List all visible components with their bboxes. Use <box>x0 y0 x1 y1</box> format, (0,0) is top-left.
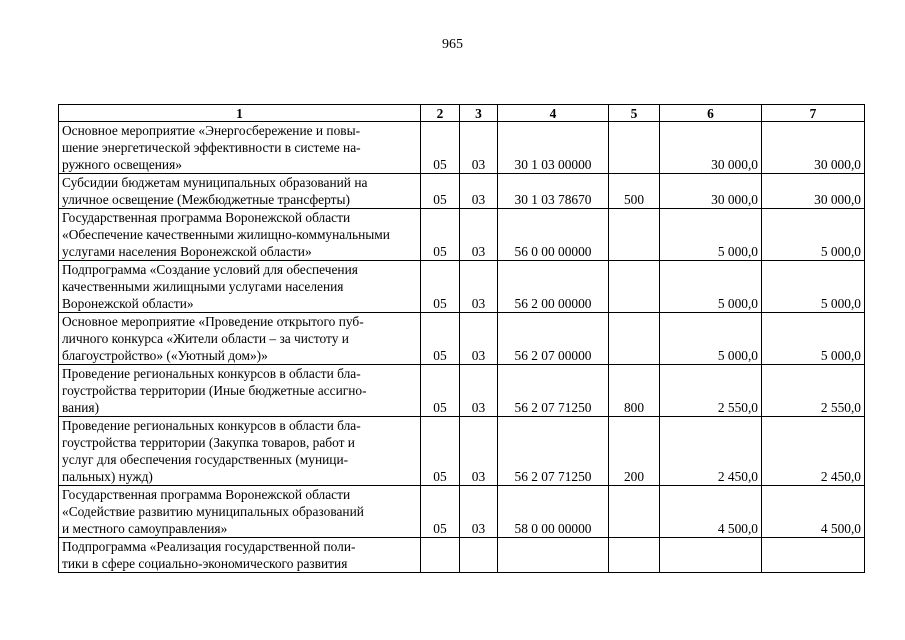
expense-type-cell <box>609 209 660 261</box>
expense-type-cell: 200 <box>609 417 660 486</box>
expense-type-cell <box>609 538 660 573</box>
expense-type-cell <box>609 122 660 174</box>
target-article-cell <box>498 538 609 573</box>
row-description <box>59 174 421 209</box>
amount-cell: 5 000,0 <box>762 261 865 313</box>
amount-cell: 30 000,0 <box>762 174 865 209</box>
page-number: 965 <box>442 37 463 52</box>
table-row <box>59 261 865 313</box>
description-line: тики в сфере социально-экономического развития <box>62 556 348 571</box>
table-row <box>59 365 865 417</box>
table-header-row <box>59 105 865 122</box>
column-header: 6 <box>660 105 762 122</box>
amount-cell: 5 000,0 <box>660 261 762 313</box>
target-article-cell: 56 2 00 00000 <box>498 261 609 313</box>
table-row <box>59 486 865 538</box>
amount-cell: 5 000,0 <box>762 313 865 365</box>
description-line: услуг для обеспечения государственных (муници- <box>62 452 349 467</box>
section-code-cell <box>421 538 460 573</box>
table-row <box>59 313 865 365</box>
amount-cell: 2 450,0 <box>762 417 865 486</box>
target-article-cell: 58 0 00 00000 <box>498 486 609 538</box>
target-article-cell: 30 1 03 78670 <box>498 174 609 209</box>
description-line: Воронежской области» <box>62 296 194 311</box>
row-description <box>59 365 421 417</box>
description-line: благоустройство» («Уютный дом»)» <box>62 348 268 363</box>
description-line: Основное мероприятие «Проведение открытого пуб- <box>62 314 364 329</box>
description-line: шение энергетической эффективности в системе на- <box>62 140 361 155</box>
table-row <box>59 209 865 261</box>
section-code-cell: 05 <box>421 417 460 486</box>
section-code-cell: 05 <box>421 122 460 174</box>
expense-type-cell: 800 <box>609 365 660 417</box>
subsection-code-cell: 03 <box>460 365 498 417</box>
amount-cell: 2 550,0 <box>660 365 762 417</box>
subsection-code-cell: 03 <box>460 486 498 538</box>
description-line: Субсидии бюджетам муниципальных образований на <box>62 175 368 190</box>
section-code-cell: 05 <box>421 313 460 365</box>
amount-cell: 4 500,0 <box>762 486 865 538</box>
description-line: Основное мероприятие «Энергосбережение и повы- <box>62 123 361 138</box>
row-description <box>59 486 421 538</box>
row-description <box>59 417 421 486</box>
expense-type-cell: 500 <box>609 174 660 209</box>
description-line: услугами населения Воронежской области» <box>62 244 312 259</box>
description-line: и местного самоуправления» <box>62 521 228 536</box>
expense-type-cell <box>609 261 660 313</box>
description-line: гоустройства территории (Закупка товаров, работ и <box>62 435 355 450</box>
column-header: 1 <box>59 105 421 122</box>
amount-cell: 30 000,0 <box>762 122 865 174</box>
section-code-cell: 05 <box>421 261 460 313</box>
expense-type-cell <box>609 313 660 365</box>
amount-cell <box>660 538 762 573</box>
row-description <box>59 538 421 573</box>
section-code-cell: 05 <box>421 174 460 209</box>
column-header: 7 <box>762 105 865 122</box>
column-header: 4 <box>498 105 609 122</box>
amount-cell: 2 450,0 <box>660 417 762 486</box>
target-article-cell: 30 1 03 00000 <box>498 122 609 174</box>
subsection-code-cell: 03 <box>460 174 498 209</box>
subsection-code-cell: 03 <box>460 122 498 174</box>
description-line: Подпрограмма «Реализация государственной поли- <box>62 539 356 554</box>
column-header: 2 <box>421 105 460 122</box>
target-article-cell: 56 2 07 00000 <box>498 313 609 365</box>
description-line: вания) <box>62 400 100 415</box>
description-line: «Содействие развитию муниципальных образований <box>62 504 364 519</box>
row-description <box>59 122 421 174</box>
description-line: Государственная программа Воронежской области <box>62 210 351 225</box>
amount-cell: 5 000,0 <box>660 209 762 261</box>
subsection-code-cell: 03 <box>460 209 498 261</box>
row-description <box>59 313 421 365</box>
subsection-code-cell: 03 <box>460 313 498 365</box>
description-line: качественными жилищными услугами населения <box>62 279 344 294</box>
amount-cell: 4 500,0 <box>660 486 762 538</box>
amount-cell: 5 000,0 <box>660 313 762 365</box>
table-row <box>59 174 865 209</box>
target-article-cell: 56 0 00 00000 <box>498 209 609 261</box>
description-line: Государственная программа Воронежской области <box>62 487 351 502</box>
target-article-cell: 56 2 07 71250 <box>498 417 609 486</box>
description-line: личного конкурса «Жители области – за чистоту и <box>62 331 349 346</box>
section-code-cell: 05 <box>421 486 460 538</box>
amount-cell: 30 000,0 <box>660 122 762 174</box>
subsection-code-cell <box>460 538 498 573</box>
amount-cell: 5 000,0 <box>762 209 865 261</box>
column-header: 5 <box>609 105 660 122</box>
column-header: 3 <box>460 105 498 122</box>
subsection-code-cell: 03 <box>460 261 498 313</box>
description-line: Проведение региональных конкурсов в области бла- <box>62 366 361 381</box>
section-code-cell: 05 <box>421 209 460 261</box>
amount-cell: 30 000,0 <box>660 174 762 209</box>
amount-cell <box>762 538 865 573</box>
amount-cell: 2 550,0 <box>762 365 865 417</box>
expense-type-cell <box>609 486 660 538</box>
subsection-code-cell: 03 <box>460 417 498 486</box>
table-row <box>59 122 865 174</box>
section-code-cell: 05 <box>421 365 460 417</box>
table-row <box>59 417 865 486</box>
description-line: гоустройства территории (Иные бюджетные ассигно- <box>62 383 367 398</box>
description-line: Проведение региональных конкурсов в области бла- <box>62 418 361 433</box>
row-description <box>59 209 421 261</box>
target-article-cell: 56 2 07 71250 <box>498 365 609 417</box>
description-line: «Обеспечение качественными жилищно-коммунальными <box>62 227 390 242</box>
description-line: Подпрограмма «Создание условий для обеспечения <box>62 262 358 277</box>
description-line: ружного освещения» <box>62 157 182 172</box>
row-description <box>59 261 421 313</box>
description-line: пальных) нужд) <box>62 469 153 484</box>
table-row <box>59 538 865 573</box>
description-line: уличное освещение (Межбюджетные трансферты) <box>62 192 350 207</box>
budget-table <box>58 104 865 573</box>
